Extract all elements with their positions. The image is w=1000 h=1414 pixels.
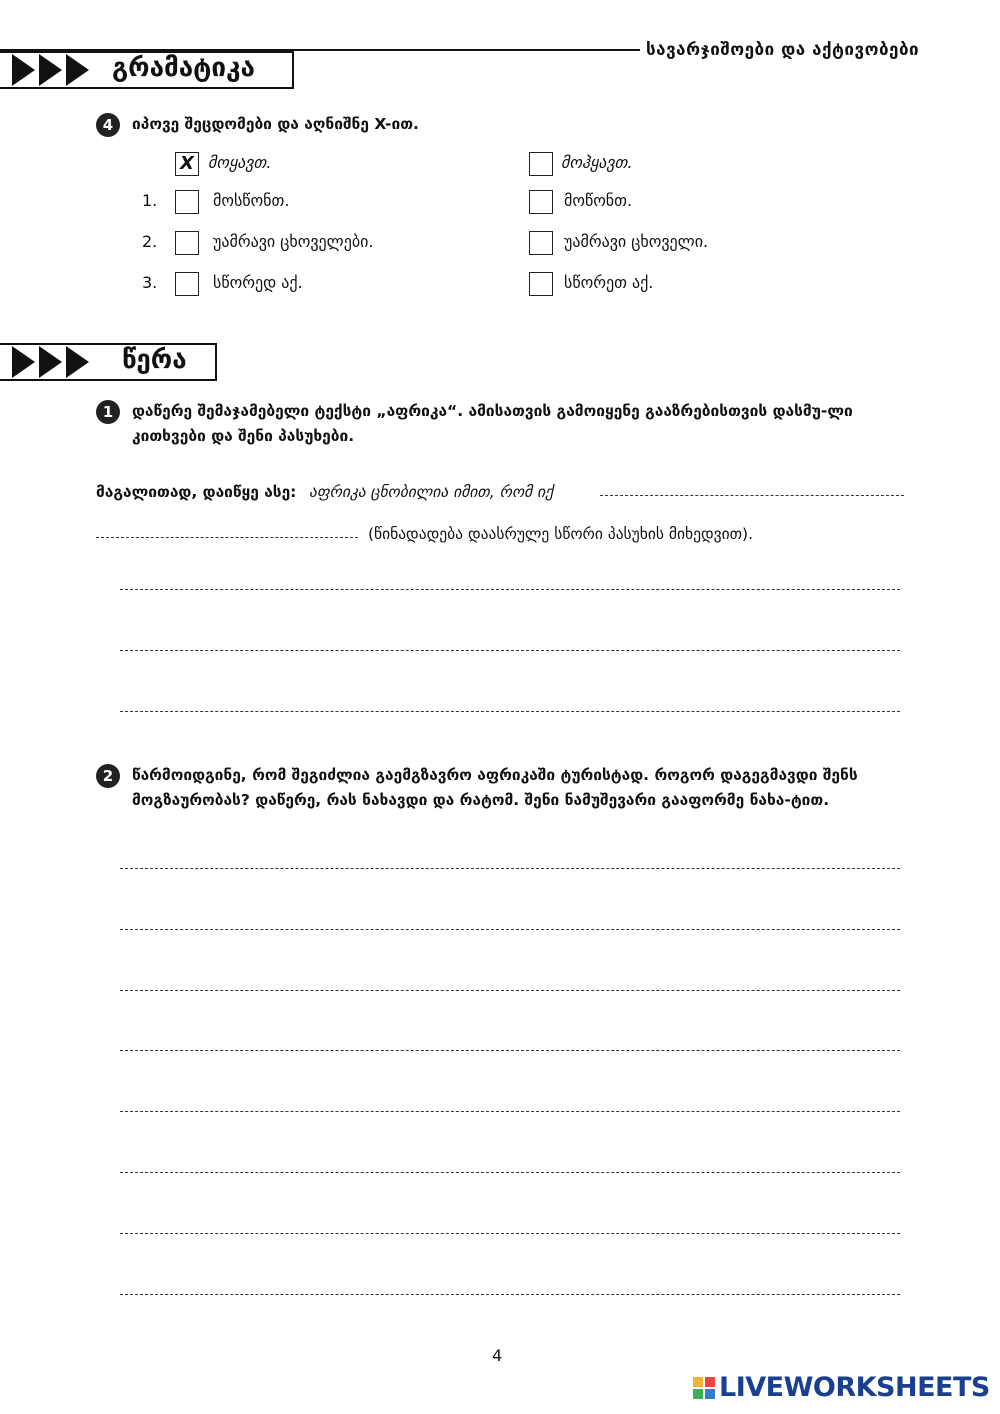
row2-option-right: უამრავი ცხოველი. — [564, 232, 709, 251]
exercise4-number: 4 — [96, 113, 120, 137]
grid-cell-icon — [693, 1389, 703, 1399]
answer-line[interactable] — [120, 589, 900, 590]
liveworksheets-brand: LIVEWORKSHEETS — [719, 1372, 990, 1403]
answer-line[interactable] — [120, 990, 900, 991]
row2-number: 2. — [142, 232, 158, 251]
writing1-example-start: აფრიკა ცნობილია იმით, რომ იქ — [309, 483, 554, 501]
writing1-example-note: (წინადადება დაასრულე სწორი პასუხის მიხედვით). — [368, 525, 754, 543]
example-blank-line-continued[interactable] — [96, 537, 358, 538]
writing1-instruction: დაწერე შემაჯამებელი ტექსტი „აფრიკა“. ამისათვის გამოიყენე გააზრებისთვის დასმუ-ლი კითხვები და შენი პასუხები. — [132, 402, 853, 445]
writing1-example-label: მაგალითად, დაიწყე ასე: — [96, 483, 297, 501]
grammar-arrows-icon — [12, 54, 89, 86]
example-checkbox-right[interactable] — [529, 152, 553, 176]
example-option-right: მოჰყავთ. — [561, 153, 633, 172]
liveworksheets-grid-icon — [693, 1377, 715, 1399]
row2-option-left: უამრავი ცხოველები. — [213, 232, 374, 251]
answer-line[interactable] — [120, 650, 900, 651]
liveworksheets-logo — [693, 1372, 990, 1403]
answer-line[interactable] — [120, 1050, 900, 1051]
answer-line[interactable] — [120, 929, 900, 930]
grid-cell-icon — [705, 1377, 715, 1387]
answer-line[interactable] — [120, 1294, 900, 1295]
page-number: 4 — [492, 1346, 503, 1365]
example-option-left: მოყავთ. — [208, 153, 272, 172]
example-checkbox-left[interactable]: X — [175, 152, 199, 176]
row2-checkbox-right[interactable] — [529, 231, 553, 255]
grammar-section-title: გრამატიკა — [112, 53, 255, 83]
row2-checkbox-left[interactable] — [175, 231, 199, 255]
writing2-instruction: წარმოიდგინე, რომ შეგიძლია გაემგზავრო აფრიკაში ტურისტად. როგორ დაგეგმავდი შენს მოგზაურობას? დაწერე, რას ნახავდი და რატომ. შენი ნამუშევარი გააფორმე ნახა-ტით. — [132, 766, 858, 809]
writing-arrows-icon — [12, 346, 89, 378]
exercise4-instruction: იპოვე შეცდომები და აღნიშნე X-ით. — [132, 115, 419, 133]
row1-option-left: მოსწონთ. — [213, 191, 290, 210]
row1-checkbox-left[interactable] — [175, 190, 199, 214]
answer-line[interactable] — [120, 1111, 900, 1112]
example-blank-line[interactable] — [600, 495, 904, 496]
grid-cell-icon — [693, 1377, 703, 1387]
answer-line[interactable] — [120, 711, 900, 712]
row3-option-left: სწორედ აქ. — [213, 273, 303, 292]
row1-checkbox-right[interactable] — [529, 190, 553, 214]
answer-line[interactable] — [120, 868, 900, 869]
row1-number: 1. — [142, 191, 158, 210]
header-title: სავარჯიშოები და აქტივობები — [646, 40, 920, 60]
answer-line[interactable] — [120, 1172, 900, 1173]
row3-option-right: სწორეთ აქ. — [564, 273, 654, 292]
answer-line[interactable] — [120, 1233, 900, 1234]
writing2-number: 2 — [96, 764, 120, 788]
grid-cell-icon — [705, 1389, 715, 1399]
writing1-number: 1 — [96, 400, 120, 424]
row3-checkbox-right[interactable] — [529, 272, 553, 296]
row1-option-right: მოწონთ. — [564, 191, 633, 210]
row3-number: 3. — [142, 273, 158, 292]
writing-section-title: წერა — [122, 345, 187, 375]
row3-checkbox-left[interactable] — [175, 272, 199, 296]
